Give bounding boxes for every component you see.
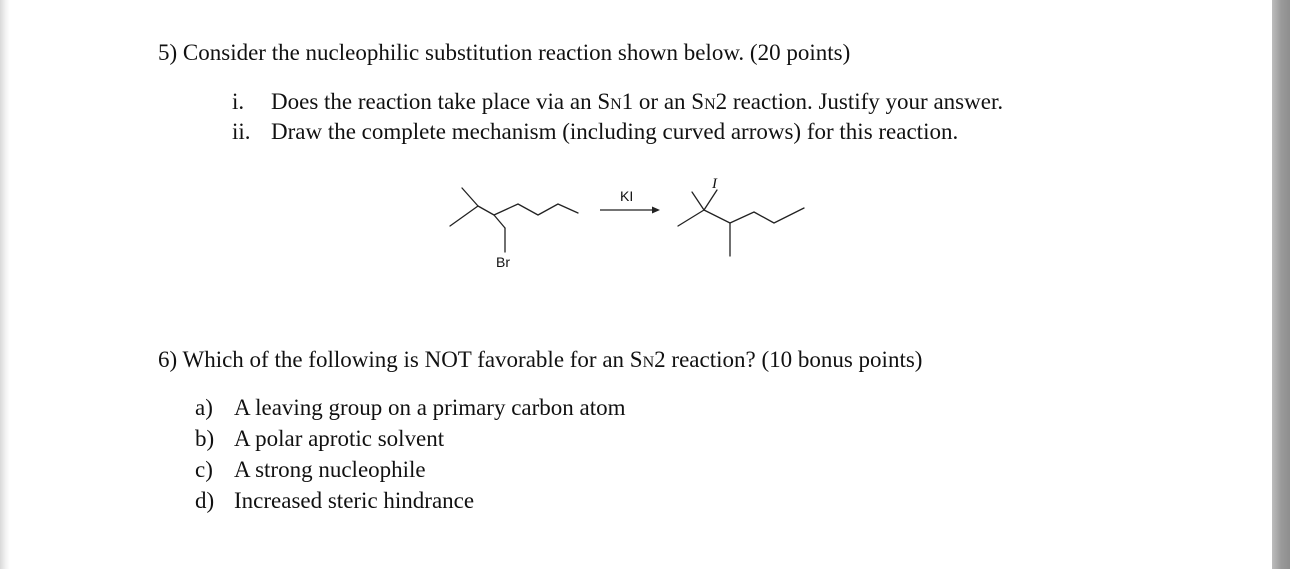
- question-6-heading: 6) Which of the following is NOT favorable for an SN2 reaction? (10 bonus points): [158, 347, 923, 372]
- reaction-scheme-svg: [440, 168, 820, 278]
- q5-item-i-number: i.: [232, 89, 245, 114]
- product-molecule: [678, 190, 804, 256]
- page-left-edge: [0, 0, 10, 569]
- q6-option-b-letter: b): [195, 426, 215, 451]
- product-iodine-label: I: [712, 176, 717, 192]
- q5-item-ii-number: ii.: [232, 119, 251, 144]
- scrollbar-track[interactable]: [1272, 0, 1290, 569]
- q5-item-i-text: Does the reaction take place via an SN1 or an SN2 reaction. Justify your answer.: [271, 89, 1004, 114]
- reagent-label: KI: [620, 188, 634, 204]
- q6-option-b-text: A polar aprotic solvent: [234, 426, 445, 451]
- q6-option-c-letter: c): [195, 457, 213, 482]
- reactant-bromine-label: Br: [496, 254, 510, 270]
- reaction-scheme: [440, 168, 820, 278]
- q5-item-ii-text: Draw the complete mechanism (including curved arrows) for this reaction.: [271, 119, 959, 144]
- question-5-heading: 5) Consider the nucleophilic substitution reaction shown below. (20 points): [158, 40, 851, 65]
- reaction-arrow: [600, 207, 660, 214]
- q6-option-d-text: Increased steric hindrance: [234, 488, 475, 513]
- q6-option-a-text: A leaving group on a primary carbon atom: [234, 395, 626, 420]
- reactant-molecule: [450, 188, 578, 252]
- q6-option-d-letter: d): [195, 488, 215, 513]
- q6-option-a-letter: a): [195, 395, 213, 420]
- q6-option-c-text: A strong nucleophile: [234, 457, 426, 482]
